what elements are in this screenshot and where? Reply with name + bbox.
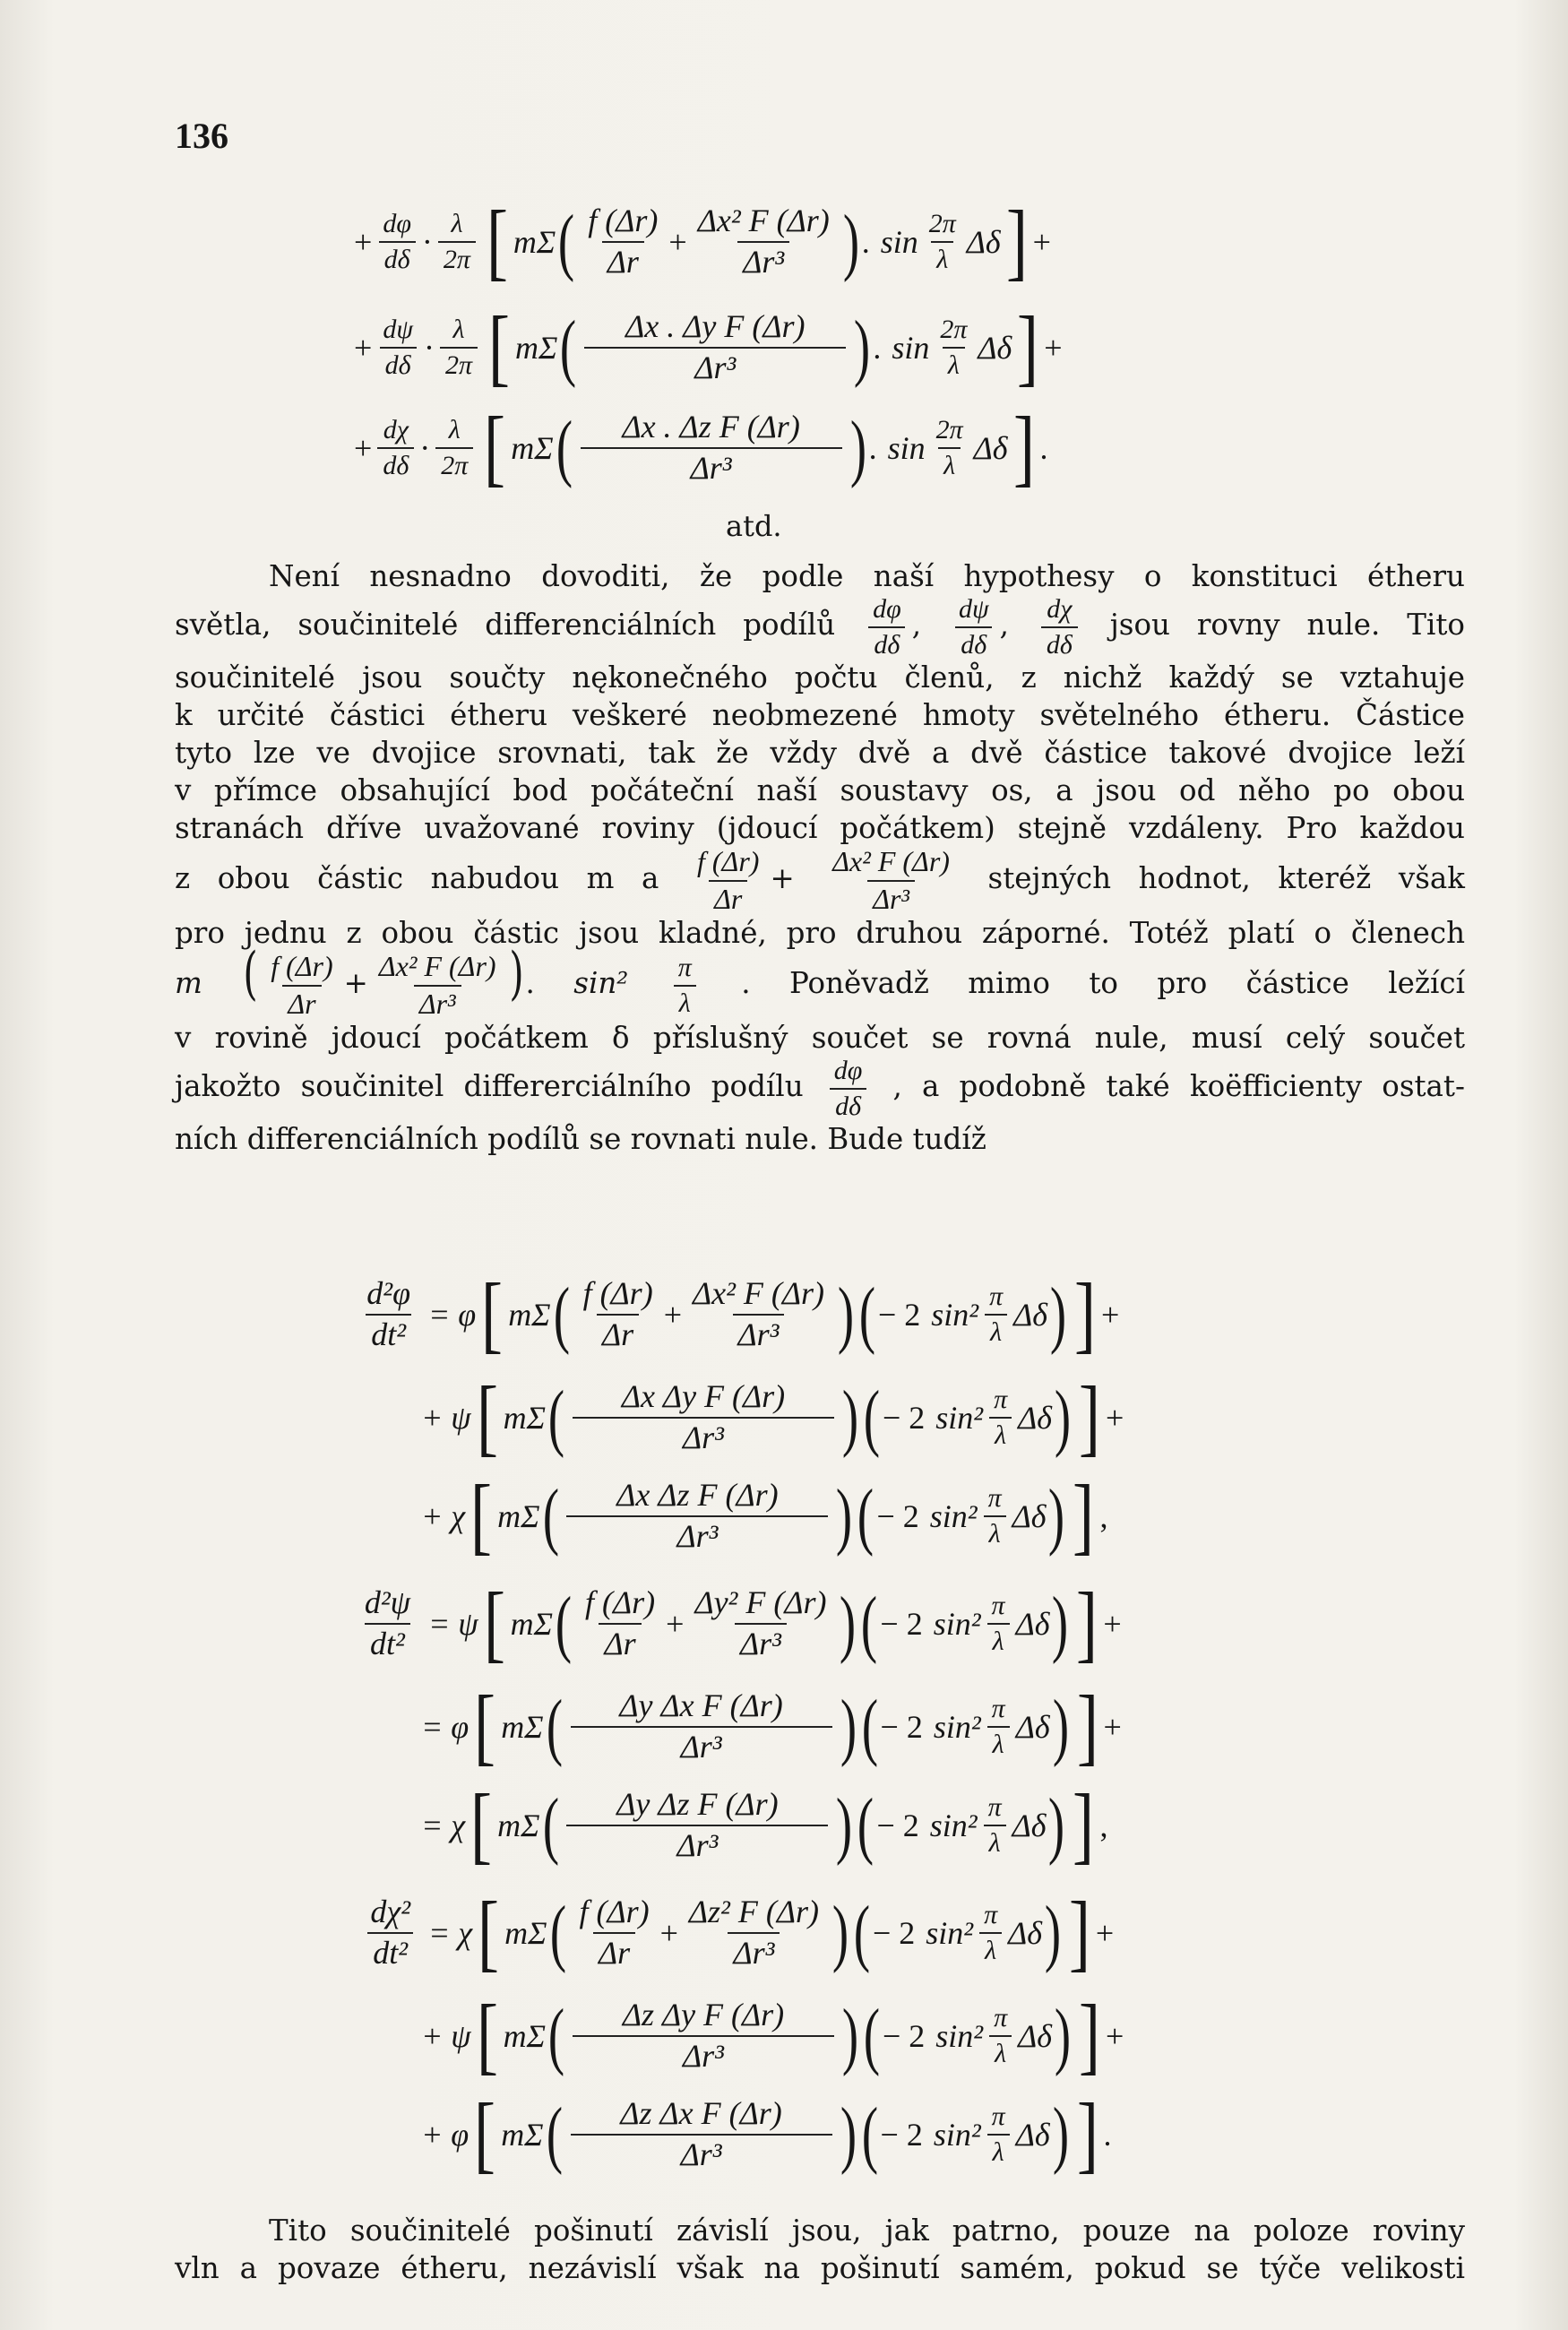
equation-psi-row-1: $\frac{\text{d²ψ}}{\text{dt²}}$ = ψ [ mΣ ( $\frac{f (\Delta r)}{\Delta r}$ + $\frac{\text{Δy² F (Δr)}}{\text{Δr³}}$ ) ( − 2 sin² $\frac{\pi}{\lambda}$ Δδ ) ] + (364, 1575, 1122, 1671)
page-number: 136 (175, 116, 228, 156)
text-line: z obou částic nabudou m a $\frac{f (\Delta r)}{\Delta r}$ + $\frac{\text{Δx² F (Δr)}}{\text{Δr³}}$ stejných hodnot, kteréž však (175, 845, 1465, 915)
text-line: vln a povaze étheru, nezávislí však na pošinutí samém, pokud se týče velikosti (175, 2251, 1465, 2285)
text-line: pro jednu z obou částic jsou kladné, pro druhou záporné. Totéž platí o členech (175, 916, 1465, 951)
equation-psi-row-2: = φ [ mΣ ( $\frac{\text{Δy Δx F (Δr)}}{\text{Δr³}}$ ) ( − 2 sin² $\frac{\pi}{\lambda}$ Δδ ) ] + (421, 1678, 1122, 1774)
text-line: Není nesnadno dovoditi, že podle naší hypothesy o konstituci étheru (269, 559, 1465, 593)
text-line: v rovině jdoucí počátkem δ příslušný součet se rovná nule, musí celý součet (175, 1021, 1465, 1056)
paragraph-1 (175, 557, 1465, 1158)
top-equation-3: + $\frac{d\chi}{d\delta}$ · $\frac{\lambda}{2\pi}$ [ mΣ ( $\frac{\text{Δx . Δz F (Δr)}}{\text{Δr³}}$ ) . sin $\frac{2\pi}{\lambda}$ Δδ ] . (354, 399, 1048, 496)
text-line: jakožto součinitel differerciálního podílu $\frac{d\varphi}{d\delta}$ , a podobně také koëfficienty ostat- (175, 1056, 1465, 1121)
paragraph-2 (175, 2212, 1465, 2287)
text-line: v přímce obsahující bod počáteční naší soustavy os, a jsou od něho po obou (175, 773, 1465, 807)
text-line: m ( $\frac{f (\Delta r)}{\Delta r}$ + $\frac{\text{Δx² F (Δr)}}{\text{Δr³}}$ ). sin² $\frac{\pi}{\lambda}$ . Poněvadž mimo to pro částice ležící (175, 941, 1465, 1020)
text-line: stranách dříve uvažované roviny (jdoucí počátkem) stejně vzdáleny. Pro každou (175, 811, 1465, 845)
equation-phi-row-1: $\frac{\text{d²φ}}{\text{dt²}}$ = φ [ mΣ ( $\frac{f (\Delta r)}{\Delta r}$ + $\frac{\text{Δx² F (Δr)}}{\text{Δr³}}$ ) ( − 2 sin² $\frac{\pi}{\lambda}$ Δδ ) ] + (366, 1265, 1120, 1362)
atd-label: atd. (726, 509, 782, 543)
text-line: tyto lze ve dvojice srovnati, tak že vždy dvě a dvě částice takové dvojice leží (175, 736, 1465, 770)
text-line: ních differenciálních podílů se rovnati nule. Bude tudíž (175, 1122, 986, 1157)
top-equation-2: + $\frac{d\psi}{d\delta}$ · $\frac{\lambda}{2\pi}$ [ mΣ ( $\frac{\text{Δx . Δy F (Δr)}}{\text{Δr³}}$ ) . sin $\frac{2\pi}{\lambda}$ Δδ ] + (354, 298, 1063, 395)
equation-phi-row-3: + χ [ mΣ ( $\frac{\text{Δx Δz F (Δr)}}{\text{Δr³}}$ ) ( − 2 sin² $\frac{\pi}{\lambda}$ Δδ ) ] , (421, 1467, 1108, 1564)
equation-chi-row-2: + ψ [ mΣ ( $\frac{\text{Δz Δy F (Δr)}}{\text{Δr³}}$ ) ( − 2 sin² $\frac{\pi}{\lambda}$ Δδ ) ] + (421, 1987, 1124, 2084)
text-line: k určité částici étheru veškeré neobmezené hmoty světelného étheru. Částice (175, 698, 1465, 732)
equation-chi-row-1: $\frac{\text{dχ²}}{\text{dt²}}$ = χ [ mΣ ( $\frac{f (\Delta r)}{\Delta r}$ + $\frac{\text{Δz² F (Δr)}}{\text{Δr³}}$ ) ( − 2 sin² $\frac{\pi}{\lambda}$ Δδ ) ] + (296, 1895, 1114, 1971)
equation-phi-row-2: + ψ [ mΣ ( $\frac{\text{Δx Δy F (Δr)}}{\text{Δr³}}$ ) ( − 2 sin² $\frac{\pi}{\lambda}$ Δδ ) ] + (421, 1368, 1124, 1465)
text-line: součinitelé jsou součty nękonečného počtu členů, z nichž každý se vztahuje (175, 660, 1465, 695)
top-equation-1: + $\frac{d\varphi}{d\delta}$ · $\frac{\lambda}{2\pi}$ [ mΣ ( $\frac{f (\Delta r)}{\Delta r}$ + $\frac{\text{Δx² F (Δr)}}{\text{Δr³}}$ ) . sin $\frac{2\pi}{\lambda}$ Δδ ] + (354, 193, 1051, 289)
equation-psi-row-3: = χ [ mΣ ( $\frac{\text{Δy Δz F (Δr)}}{\text{Δr³}}$ ) ( − 2 sin² $\frac{\pi}{\lambda}$ Δδ ) ] , (421, 1776, 1108, 1873)
equation-chi-row-3: + φ [ mΣ ( $\frac{\text{Δz Δx F (Δr)}}{\text{Δr³}}$ ) ( − 2 sin² $\frac{\pi}{\lambda}$ Δδ ) ] . (421, 2085, 1112, 2182)
text-line: Tito součinitelé pošinutí závislí jsou, jak patrno, pouze na poloze roviny (269, 2214, 1465, 2248)
text-line: světla, součinitelé differenciálních podílů $\frac{d\varphi}{d\delta}$ , $\frac{d\psi}{d\delta}$ , $\frac{d\chi}{d\delta}$ jsou rovny nule. Tito (175, 594, 1465, 660)
